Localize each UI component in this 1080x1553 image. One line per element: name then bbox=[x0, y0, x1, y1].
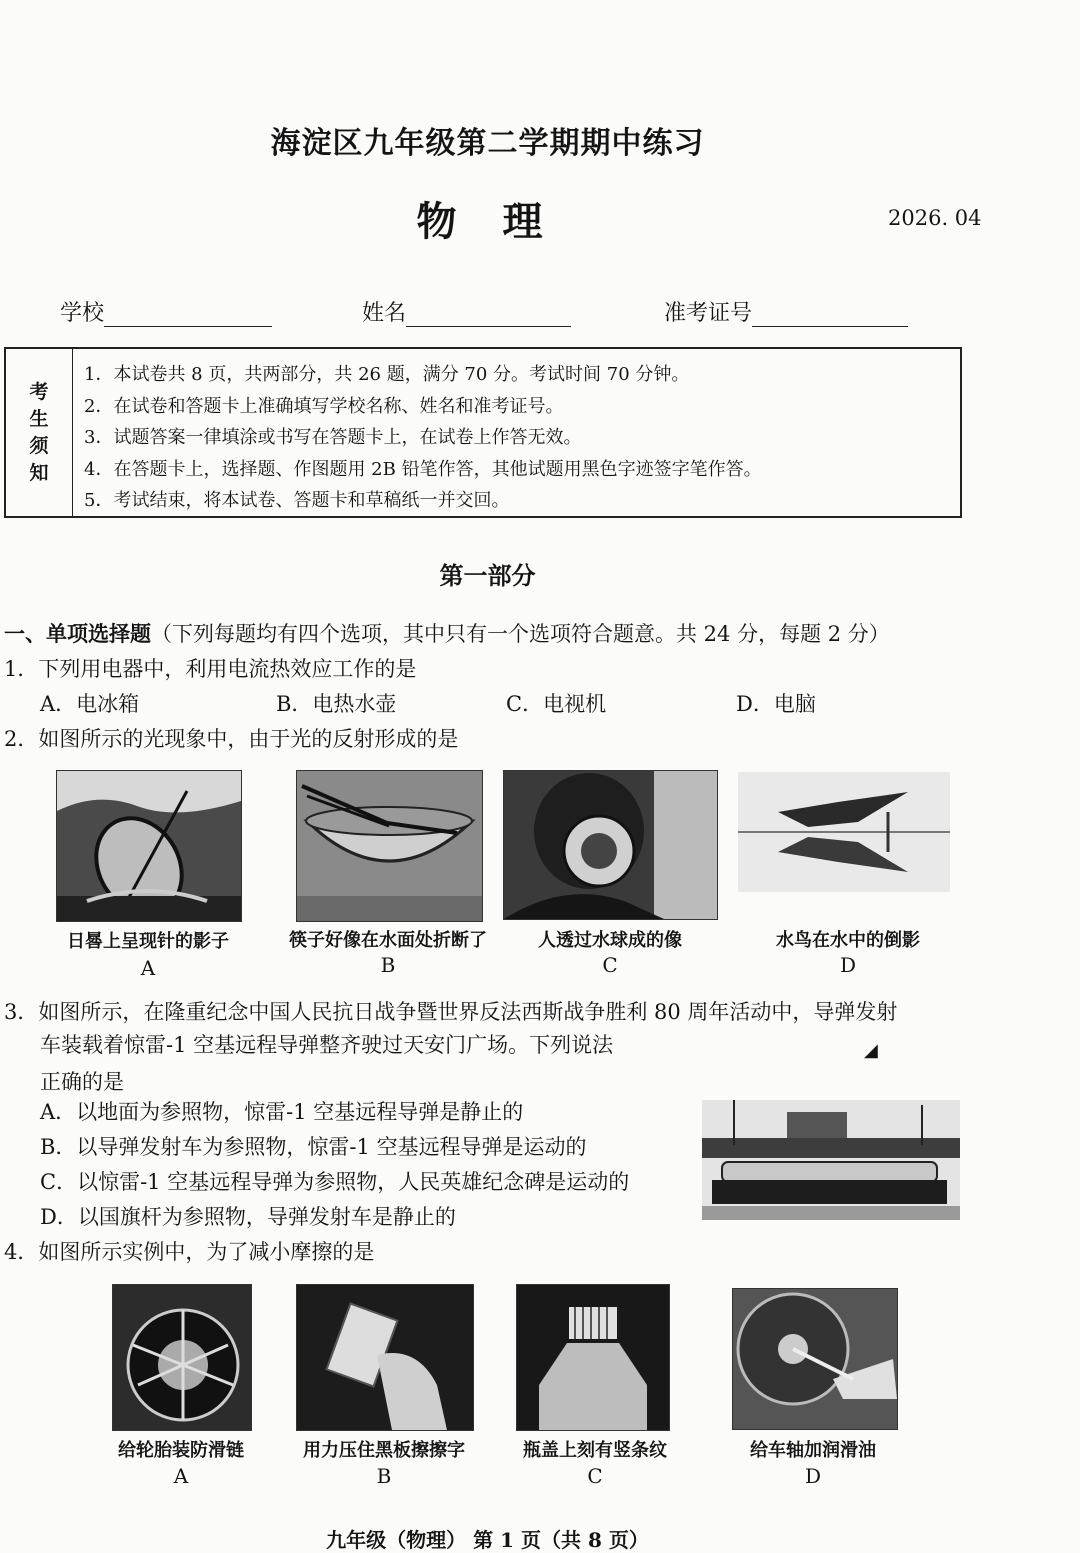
q2-letter-a[interactable]: A bbox=[140, 956, 156, 980]
school-field[interactable] bbox=[60, 296, 272, 327]
notice-item: 5．考试结束，将本试卷、答题卡和草稿纸一并交回。 bbox=[84, 490, 510, 511]
q2-letter-b[interactable]: B bbox=[380, 953, 396, 977]
question-2-stem: 2．如图所示的光现象中，由于光的反射形成的是 bbox=[4, 727, 459, 751]
notice-label-char: 须 bbox=[29, 434, 49, 457]
q2-figure-b-chopsticks[interactable] bbox=[296, 770, 483, 922]
notice-label bbox=[6, 349, 73, 516]
q2-figure-c-water-ball[interactable] bbox=[503, 770, 718, 920]
exam-id-blank[interactable] bbox=[752, 304, 908, 327]
q3-figure-missile-vehicle bbox=[702, 1100, 960, 1220]
bottle-cap-image bbox=[517, 1285, 669, 1430]
q4-letter-c[interactable]: C bbox=[587, 1464, 603, 1488]
name-blank[interactable] bbox=[406, 304, 571, 327]
q2-caption-a: 日晷上呈现针的影子 bbox=[67, 931, 229, 952]
q4-figure-a-tire-chain[interactable] bbox=[112, 1284, 252, 1431]
question-1-stem: 1．下列用电器中，利用电流热效应工作的是 bbox=[4, 657, 417, 681]
section-heading-note: （下列每题均有四个选项，其中只有一个选项符合题意。共 24 分，每题 2 分） bbox=[151, 622, 890, 646]
question-3-stem-line3: 正确的是 bbox=[40, 1070, 124, 1094]
notice-item: 4．在答题卡上，选择题、作图题用 2B 铅笔作答，其他试题用黑色字迹签字笔作答。 bbox=[84, 458, 762, 480]
exam-date: 2026. 04 bbox=[888, 206, 982, 230]
q3-option-b[interactable]: B．以导弹发射车为参照物，惊雷-1 空基远程导弹是运动的 bbox=[40, 1135, 587, 1159]
sundial-image bbox=[57, 771, 241, 921]
notice-item: 2．在试卷和答题卡上准确填写学校名称、姓名和准考证号。 bbox=[84, 395, 564, 417]
q3-option-a[interactable]: A．以地面为参照物，惊雷-1 空基远程导弹是静止的 bbox=[40, 1100, 524, 1124]
question-3-stem-line1: 3．如图所示，在隆重纪念中国人民抗日战争暨世界反法西斯战争胜利 80 周年活动中，导弹发射 bbox=[4, 1000, 898, 1024]
q3-option-c[interactable]: C．以惊雷-1 空基远程导弹为参照物，人民英雄纪念碑是运动的 bbox=[40, 1170, 630, 1194]
q1-option-c[interactable]: C．电视机 bbox=[506, 692, 607, 716]
arrow-mark-icon: ◢ bbox=[864, 1040, 878, 1061]
q1-option-a[interactable]: A．电冰箱 bbox=[40, 692, 140, 716]
notice-label-char: 考 bbox=[29, 380, 49, 403]
notice-list bbox=[84, 359, 762, 517]
notice-item: 3．试题答案一律填涂或书写在答题卡上，在试卷上作答无效。 bbox=[84, 427, 582, 448]
axle-lubricant-image bbox=[733, 1289, 897, 1429]
exam-id-label: 准考证号 bbox=[664, 301, 753, 326]
bird-reflection-image bbox=[738, 772, 950, 892]
school-blank[interactable] bbox=[104, 304, 272, 327]
notice-label-char: 生 bbox=[29, 407, 49, 430]
q1-option-b[interactable]: B．电热水壶 bbox=[276, 692, 397, 716]
water-ball-image bbox=[504, 771, 717, 919]
section-heading bbox=[4, 618, 890, 648]
q3-option-d[interactable]: D．以国旗杆为参照物，导弹发射车是静止的 bbox=[40, 1205, 456, 1229]
notice-item: 1．本试卷共 8 页，共两部分，共 26 题，满分 70 分。考试时间 70 分钟。 bbox=[84, 364, 690, 385]
name-field[interactable] bbox=[362, 296, 571, 327]
q4-letter-d[interactable]: D bbox=[804, 1464, 822, 1488]
section-heading-label: 一、单项选择题 bbox=[4, 621, 151, 646]
part-one-title: 第一部分 bbox=[439, 561, 536, 590]
q4-letter-b[interactable]: B bbox=[376, 1464, 392, 1488]
question-4-stem: 4．如图所示实例中，为了减小摩擦的是 bbox=[4, 1240, 375, 1264]
q4-caption-a: 给轮胎装防滑链 bbox=[118, 1440, 244, 1461]
q2-caption-d: 水鸟在水中的倒影 bbox=[776, 930, 920, 951]
name-label: 姓名 bbox=[362, 301, 407, 326]
q4-letter-a[interactable]: A bbox=[173, 1464, 189, 1488]
q2-letter-d[interactable]: D bbox=[839, 953, 857, 977]
blackboard-eraser-image bbox=[297, 1285, 473, 1430]
page-footer: 九年级（物理） 第 1 页（共 8 页） bbox=[326, 1528, 649, 1552]
q2-caption-c: 人透过水球成的像 bbox=[538, 930, 682, 951]
chopsticks-bowl-image bbox=[297, 771, 482, 921]
school-label: 学校 bbox=[60, 301, 105, 326]
question-3-stem-line2: 车装载着惊雷-1 空基远程导弹整齐驶过天安门广场。下列说法 bbox=[40, 1033, 614, 1057]
q2-letter-c[interactable]: C bbox=[602, 953, 618, 977]
q4-figure-c-bottle-cap[interactable] bbox=[516, 1284, 670, 1431]
q4-figure-b-blackboard-eraser[interactable] bbox=[296, 1284, 474, 1431]
subject-title: 物 理 bbox=[416, 198, 559, 245]
notice-label-char: 知 bbox=[29, 461, 49, 484]
exam-id-field[interactable] bbox=[664, 296, 908, 327]
q4-caption-d: 给车轴加润滑油 bbox=[750, 1440, 876, 1461]
exam-notice-box bbox=[4, 347, 962, 518]
exam-title: 海淀区九年级第二学期期中练习 bbox=[270, 126, 705, 161]
missile-vehicle-image bbox=[702, 1100, 960, 1220]
q2-figure-a-sundial[interactable] bbox=[56, 770, 242, 922]
q1-option-d[interactable]: D．电脑 bbox=[736, 692, 816, 716]
q2-caption-b: 筷子好像在水面处折断了 bbox=[289, 930, 487, 951]
q4-caption-b: 用力压住黑板擦擦字 bbox=[303, 1440, 465, 1461]
q4-figure-d-axle-lubricant[interactable] bbox=[732, 1288, 898, 1430]
q2-figure-d-bird-reflection[interactable] bbox=[738, 772, 950, 892]
tire-chain-image bbox=[113, 1285, 251, 1430]
q4-caption-c: 瓶盖上刻有竖条纹 bbox=[523, 1440, 667, 1461]
